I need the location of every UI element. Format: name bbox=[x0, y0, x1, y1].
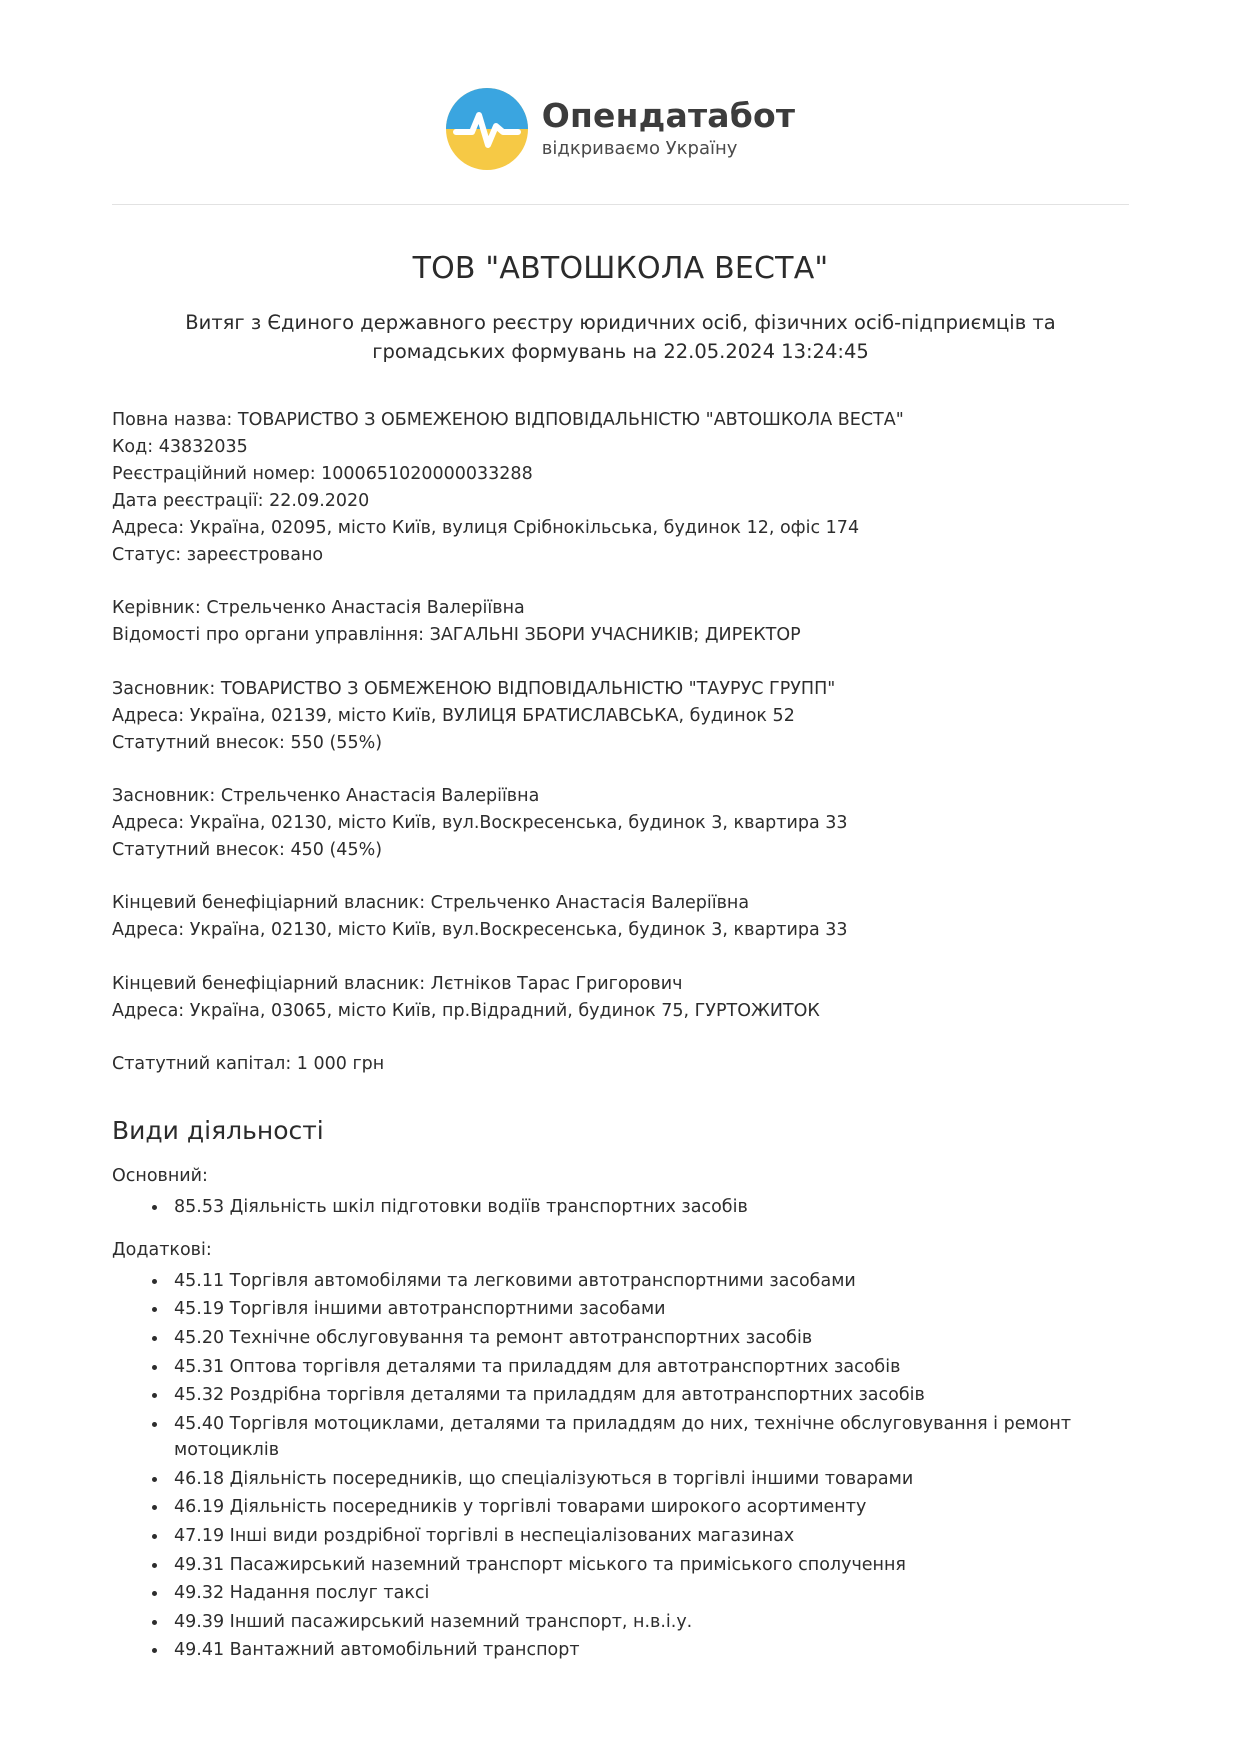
list-item: • 45.31 Оптова торгівля деталями та приладдям для автотранспортних засобів bbox=[168, 1354, 1129, 1381]
capital-block bbox=[112, 1051, 1129, 1078]
brand-header bbox=[112, 70, 1129, 204]
company-info-block bbox=[112, 407, 1129, 570]
founder-contribution: Статутний внесок: 450 (45%) bbox=[112, 840, 383, 861]
founder-block bbox=[112, 676, 1129, 757]
company-status: Статус: зареєстровано bbox=[112, 545, 324, 566]
list-item: • 49.32 Надання послуг таксі bbox=[168, 1580, 1129, 1607]
list-item: • 45.20 Технічне обслуговування та ремонт автотранспортних засобів bbox=[168, 1325, 1129, 1352]
pulse-line-icon bbox=[446, 88, 528, 170]
page-title: ТОВ "АВТОШКОЛА ВЕСТА" bbox=[412, 251, 829, 286]
list-item: • 49.41 Вантажний автомобільний транспорт bbox=[168, 1637, 1129, 1664]
list-item: • 46.18 Діяльність посередників, що спеціалізуються в торгівлі іншими товарами bbox=[168, 1466, 1129, 1493]
founder-name: Засновник: Стрельченко Анастасія Валеріївна bbox=[112, 785, 540, 806]
founder-contribution: Статутний внесок: 550 (55%) bbox=[112, 732, 383, 753]
list-item: • 85.53 Діяльність шкіл підготовки водіїв транспортних засобів bbox=[168, 1194, 1129, 1221]
company-code: Код: 43832035 bbox=[112, 436, 248, 457]
list-item: • 49.31 Пасажирський наземний транспорт міського та приміського сполучення bbox=[168, 1552, 1129, 1579]
activities-heading: Види діяльності bbox=[112, 1115, 324, 1145]
brand-name: Опендатабот bbox=[541, 96, 796, 136]
company-full-name: Повна назва: ТОВАРИСТВО З ОБМЕЖЕНОЮ ВІДПОВІДАЛЬНІСТЮ "АВТОШКОЛА ВЕСТА" bbox=[112, 409, 904, 430]
company-head: Керівник: Стрельченко Анастасія Валеріївна bbox=[112, 598, 525, 619]
spacer bbox=[112, 1223, 1129, 1237]
management-bodies: Відомості про органи управління: ЗАГАЛЬНІ ЗБОРИ УЧАСНИКІВ; ДИРЕКТОР bbox=[112, 625, 801, 646]
founder-name: Засновник: ТОВАРИСТВО З ОБМЕЖЕНОЮ ВІДПОВІДАЛЬНІСТЮ "ТАУРУС ГРУПП" bbox=[112, 678, 836, 699]
logo-wordmark bbox=[541, 96, 796, 159]
header-divider bbox=[112, 204, 1129, 205]
list-item: • 46.19 Діяльність посередників у торгівлі товарами широкого асортименту bbox=[168, 1494, 1129, 1521]
beneficiary-address: Адреса: Україна, 03065, місто Київ, пр.Відрадний, будинок 75, ГУРТОЖИТОК bbox=[112, 1000, 820, 1021]
founder-address: Адреса: Україна, 02130, місто Київ, вул.Воскресенська, будинок 3, квартира 33 bbox=[112, 813, 848, 833]
list-item: • 45.32 Роздрібна торгівля деталями та приладдям для автотранспортних засобів bbox=[168, 1382, 1129, 1409]
beneficiary-name: Кінцевий бенефіціарний власник: Стрельченко Анастасія Валеріївна bbox=[112, 893, 750, 914]
logo-mark-icon bbox=[446, 88, 528, 170]
beneficiary-block bbox=[112, 971, 1129, 1025]
management-block bbox=[112, 595, 1129, 649]
company-registration-number: Реєстраційний номер: 1000651020000033288 bbox=[112, 463, 533, 484]
company-registration-date: Дата реєстрації: 22.09.2020 bbox=[112, 490, 370, 511]
statutory-capital: Статутний капітал: 1 000 грн bbox=[112, 1053, 385, 1074]
beneficiary-name: Кінцевий бенефіціарний власник: Лєтніков Тарас Григорович bbox=[112, 973, 683, 994]
list-item: • 45.19 Торгівля іншими автотранспортними засобами bbox=[168, 1296, 1129, 1323]
document-subtitle: Витяг з Єдиного державного реєстру юридичних осіб, фізичних осіб-підприємців та громадських формувань на 22.05.2024 13:24:45 bbox=[185, 311, 1056, 364]
opendatabot-logo bbox=[446, 88, 795, 170]
additional-activities-label: Додаткові: bbox=[112, 1239, 212, 1260]
primary-activity-list bbox=[112, 1194, 1129, 1221]
brand-tagline: відкриваємо Україну bbox=[541, 137, 738, 159]
founder-address: Адреса: Україна, 02139, місто Київ, ВУЛИЦЯ БРАТИСЛАВСЬКА, будинок 52 bbox=[112, 705, 795, 726]
beneficiary-block bbox=[112, 890, 1129, 944]
primary-activity-label: Основний: bbox=[112, 1165, 208, 1186]
list-item: • 45.11 Торгівля автомобілями та легковими автотранспортними засобами bbox=[168, 1268, 1129, 1295]
additional-activity-list bbox=[112, 1268, 1129, 1664]
company-address: Адреса: Україна, 02095, місто Київ, вулиця Срібнокільська, будинок 12, офіс 174 bbox=[112, 518, 860, 538]
founder-block bbox=[112, 783, 1129, 864]
list-item: • 45.40 Торгівля мотоциклами, деталями та приладдям до них, технічне обслуговування і ремонт мотоциклів bbox=[168, 1411, 1129, 1464]
list-item: • 49.39 Інший пасажирський наземний транспорт, н.в.і.у. bbox=[168, 1609, 1129, 1636]
list-item: • 47.19 Інші види роздрібної торгівлі в неспеціалізованих магазинах bbox=[168, 1523, 1129, 1550]
beneficiary-address: Адреса: Україна, 02130, місто Київ, вул.Воскресенська, будинок 3, квартира 33 bbox=[112, 920, 848, 941]
